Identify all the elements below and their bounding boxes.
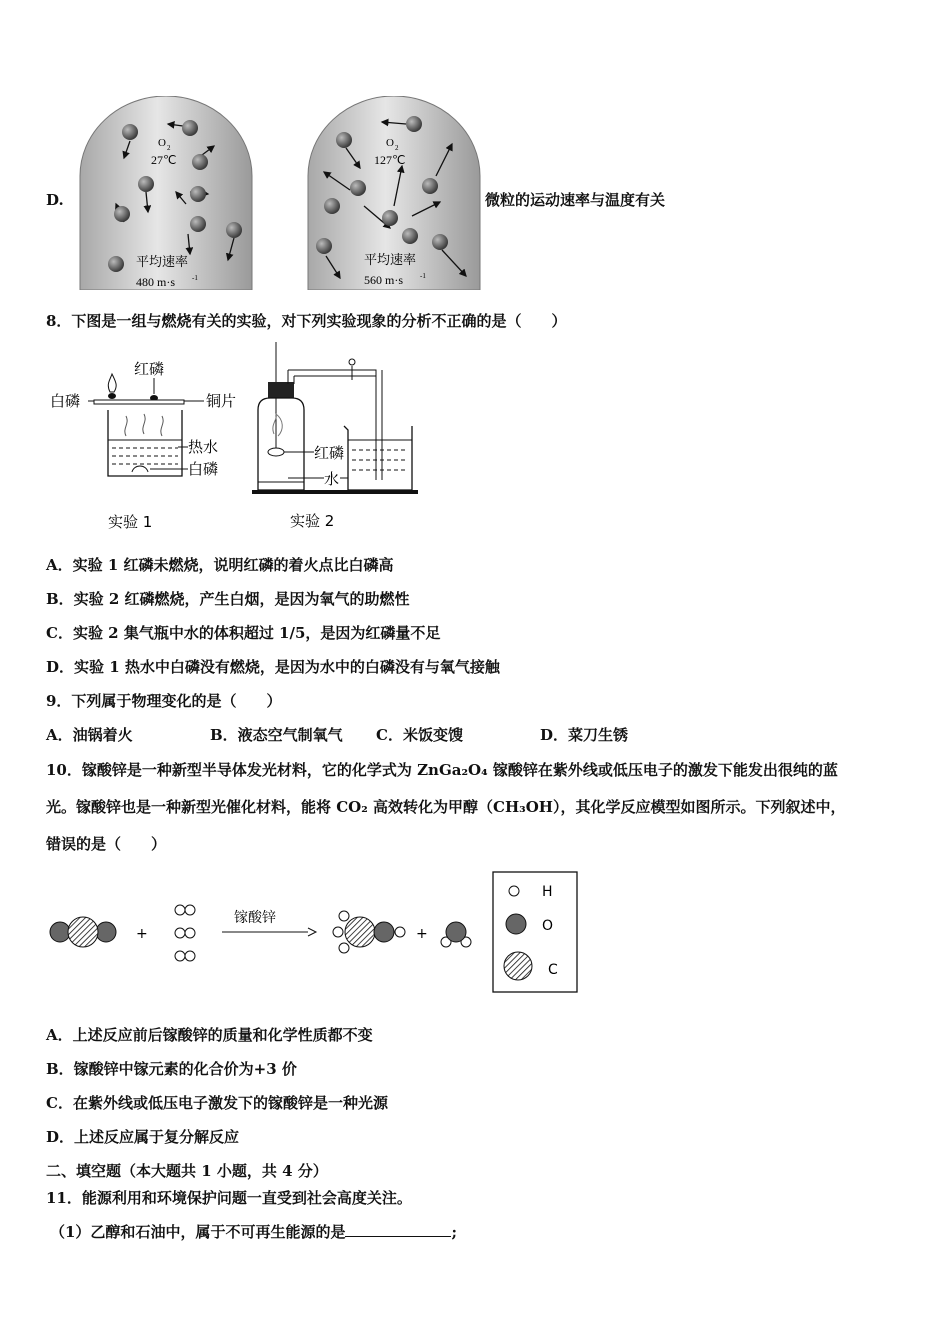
q8-experiment-1-diagram bbox=[46, 352, 256, 534]
q10-stem-line3: 错误的是（ ） bbox=[46, 835, 167, 853]
legend-c: C bbox=[548, 962, 558, 978]
exp1-caption: 实验 1 bbox=[108, 513, 153, 531]
right-jar-gas-sub: 2 bbox=[395, 144, 399, 152]
q7-option-d-label: D. bbox=[46, 191, 64, 209]
legend-box bbox=[493, 872, 577, 992]
exp1-hot-water-label: 热水 bbox=[188, 438, 219, 456]
q9-option-b: B．液态空气制氧气 bbox=[210, 726, 343, 744]
exp1-copper-label: 铜片 bbox=[206, 392, 237, 410]
right-jar-speed: 560 m·s bbox=[364, 273, 403, 287]
q11-sub1-end: ; bbox=[451, 1223, 457, 1241]
q9-options bbox=[46, 725, 628, 745]
q8-option-a: A．实验 1 红磷未燃烧，说明红磷的着火点比白磷高 bbox=[46, 556, 394, 574]
section-2-heading: 二、填空题（本大题共 1 小题，共 4 分） bbox=[46, 1162, 328, 1180]
diagram-plus-1: + bbox=[136, 926, 148, 942]
q8-option-d: D．实验 1 热水中白磷没有燃烧，是因为水中的白磷没有与氧气接触 bbox=[46, 658, 500, 676]
q9-option-c: C．米饭变馊 bbox=[376, 726, 463, 744]
exp2-water-label: 水 bbox=[324, 470, 340, 488]
q10-reaction-model-diagram bbox=[46, 866, 586, 996]
diagram-catalyst: 镓酸锌 bbox=[234, 910, 276, 926]
left-jar-gas: O bbox=[158, 137, 166, 149]
exp2-caption: 实验 2 bbox=[290, 512, 335, 530]
right-jar-temp: 127℃ bbox=[374, 153, 406, 167]
q10-option-a: A．上述反应前后镓酸锌的质量和化学性质都不变 bbox=[46, 1026, 373, 1044]
q8-experiment-2-diagram bbox=[248, 340, 420, 534]
exp1-white-p-bottom-label: 白磷 bbox=[188, 460, 219, 478]
legend-o: O bbox=[542, 918, 554, 934]
legend-h: H bbox=[542, 884, 553, 900]
q8-stem: 8．下图是一组与燃烧有关的实验，对下列实验现象的分析不正确的是（ ） bbox=[46, 312, 567, 330]
q7-left-jar-figure bbox=[78, 96, 254, 290]
q10-option-d: D．上述反应属于复分解反应 bbox=[46, 1128, 240, 1146]
right-jar-speed-label: 平均速率 bbox=[364, 253, 417, 268]
right-jar-unit-exp: -1 bbox=[420, 272, 426, 280]
q7-right-jar-figure bbox=[306, 96, 482, 290]
q11-stem: 11．能源利用和环境保护问题一直受到社会高度关注。 bbox=[46, 1189, 412, 1207]
q9-option-a: A．油锅着火 bbox=[46, 726, 133, 744]
left-jar-gas-sub: 2 bbox=[167, 144, 171, 152]
q10-option-c: C．在紫外线或低压电子激发下的镓酸锌是一种光源 bbox=[46, 1094, 388, 1112]
q8-option-b: B．实验 2 红磷燃烧，产生白烟，是因为氧气的助燃性 bbox=[46, 590, 410, 608]
q11-sub1 bbox=[50, 1222, 457, 1242]
q8-option-c: C．实验 2 集气瓶中水的体积超过 1/5，是因为红磷量不足 bbox=[46, 624, 441, 642]
left-jar-speed: 480 m·s bbox=[136, 275, 175, 289]
exp1-white-p-top-label: 白磷 bbox=[50, 392, 81, 410]
right-jar-gas: O bbox=[386, 137, 394, 149]
exp1-red-p-label: 红磷 bbox=[134, 360, 165, 378]
q10-stem-line2: 光。镓酸锌也是一种新型光催化材料，能将 CO₂ 高效转化为甲醇（CH₃OH），其化学反应模型如图所示。下列叙述中， bbox=[46, 798, 846, 816]
q11-sub1-answer-blank[interactable] bbox=[345, 1222, 451, 1237]
left-jar-speed-label: 平均速率 bbox=[136, 255, 189, 270]
left-jar-unit-exp: -1 bbox=[192, 274, 198, 282]
diagram-plus-2: + bbox=[416, 926, 428, 942]
q7-option-d-text: 微粒的运动速率与温度有关 bbox=[485, 191, 666, 209]
q9-option-d: D．菜刀生锈 bbox=[540, 726, 629, 744]
left-jar-temp: 27℃ bbox=[151, 153, 177, 167]
exp2-red-p-label: 红磷 bbox=[314, 444, 345, 462]
q10-stem-line1: 10．镓酸锌是一种新型半导体发光材料，它的化学式为 ZnGa₂O₄ 镓酸锌在紫外线或低压电子的激发下能发出很纯的蓝 bbox=[46, 761, 838, 779]
q11-sub1-text: （1）乙醇和石油中，属于不可再生能源的是 bbox=[50, 1223, 346, 1241]
q10-option-b: B．镓酸锌中镓元素的化合价为+3 价 bbox=[46, 1060, 297, 1078]
q9-stem: 9．下列属于物理变化的是（ ） bbox=[46, 692, 282, 710]
